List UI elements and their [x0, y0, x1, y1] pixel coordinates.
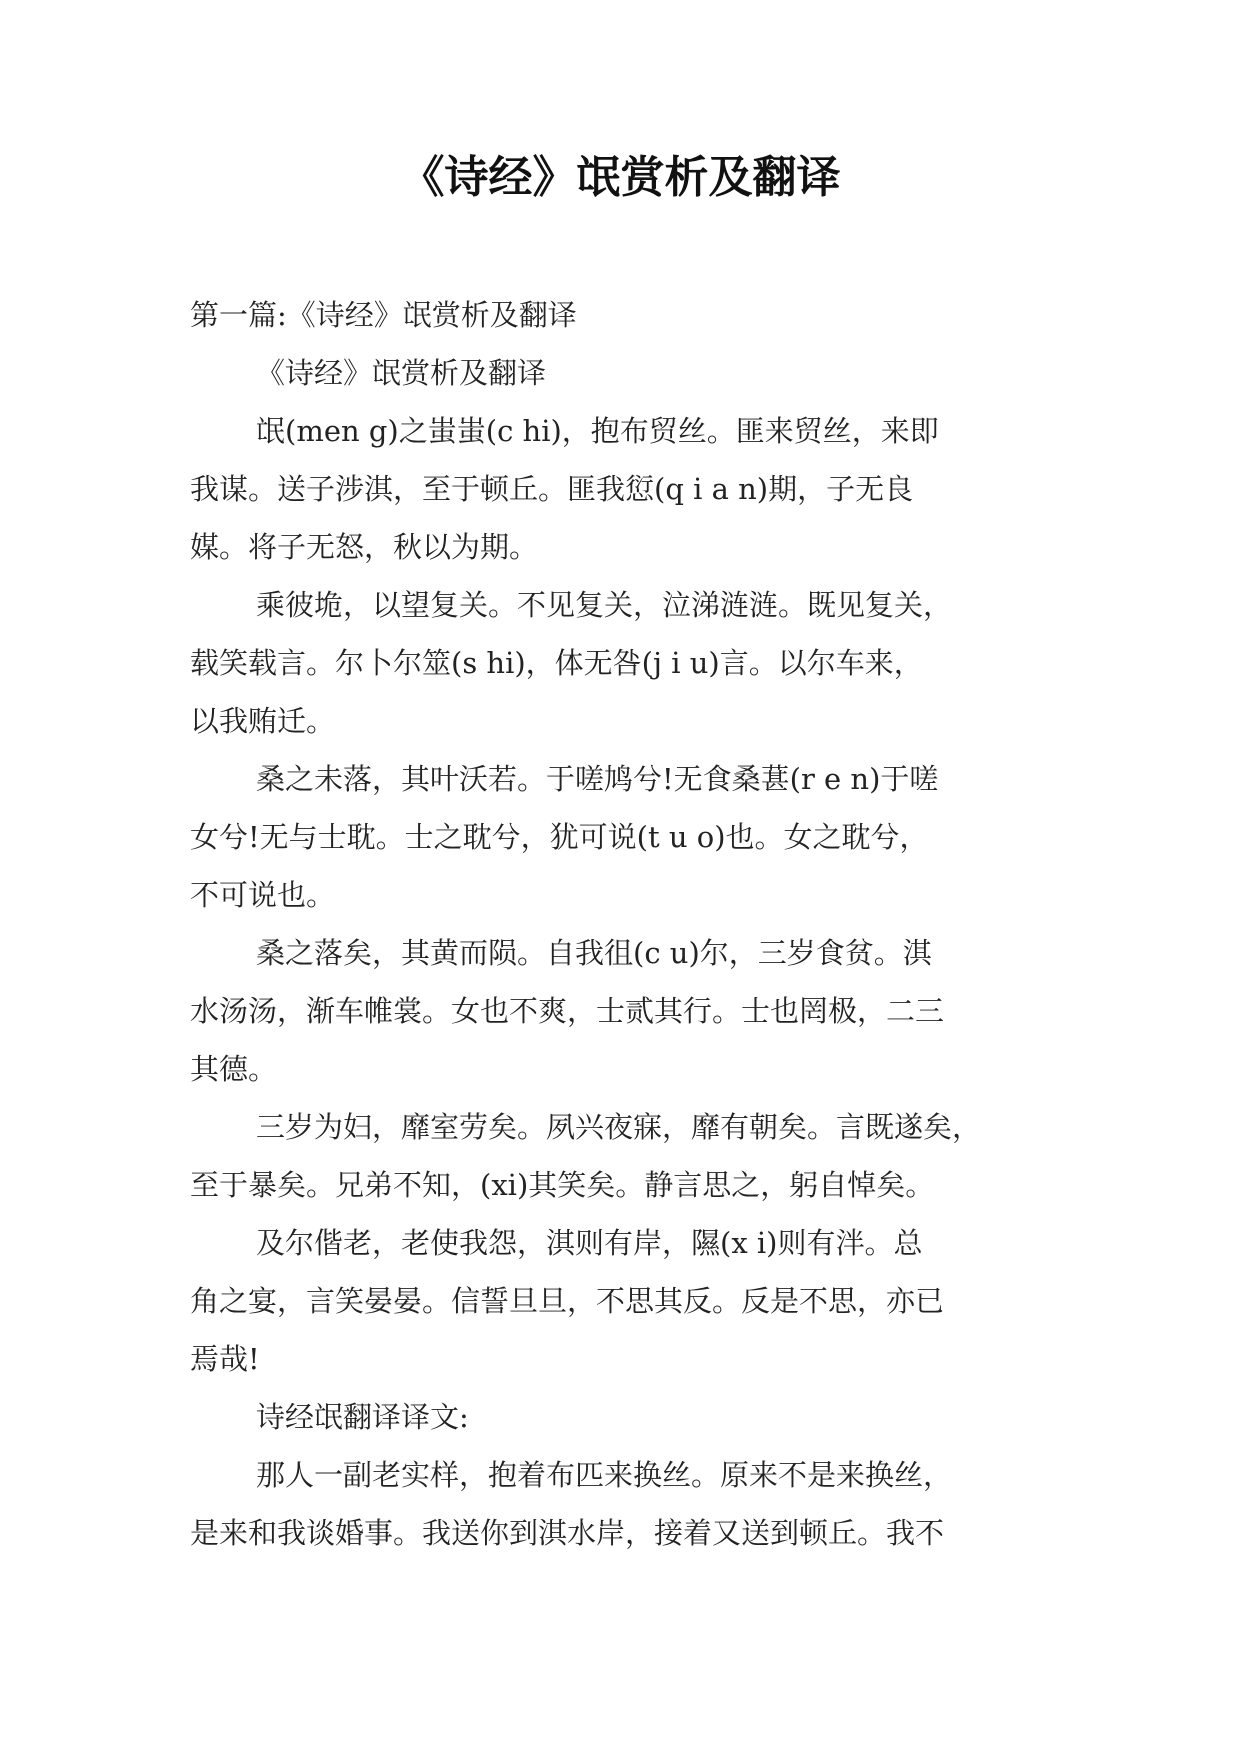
- article-subtitle: 《诗经》氓赏析及翻译: [256, 356, 547, 390]
- text-line: 我谋。送子涉淇，至于顿丘。匪我愆(q i a n)期，子无良: [190, 472, 914, 506]
- text-line: 乘彼垝，以望复关。不见复关，泣涕涟涟。既见复关，: [256, 588, 953, 622]
- text-line: 不可说也。: [190, 878, 336, 912]
- text-line: 氓(men g)之蚩蚩(c hi)，抱布贸丝。匪来贸丝，来即: [256, 414, 939, 448]
- text-line: 那人一副老实样，抱着布匹来换丝。原来不是来换丝，: [256, 1458, 953, 1492]
- text-line: 角之宴，言笑晏晏。信誓旦旦，不思其反。反是不思，亦已: [190, 1284, 945, 1318]
- paragraph: [190, 1446, 1070, 1562]
- paragraph: [190, 402, 1070, 576]
- text-line: 载笑载言。尔卜尔筮(s hi)，体无咎(j i u)言。以尔车来，: [190, 646, 923, 680]
- text-line: 焉哉!: [190, 1342, 260, 1376]
- text-line: 至于暴矣。兄弟不知，(xi)其笑矣。静言思之，躬自悼矣。: [190, 1168, 935, 1202]
- paragraph: [190, 576, 1070, 750]
- section-heading: 第一篇:《诗经》氓赏析及翻译: [190, 298, 577, 332]
- paragraph: [190, 1098, 1070, 1214]
- paragraph: [190, 750, 1070, 924]
- paragraph: [190, 1214, 1070, 1388]
- text-line: 其德。: [190, 1052, 278, 1086]
- paragraph: [190, 924, 1070, 1098]
- document-title: 《诗经》氓赏析及翻译: [400, 152, 841, 203]
- document-body: [190, 286, 1070, 1562]
- text-line: 及尔偕老，老使我怨，淇则有岸，隰(x i)则有泮。总: [256, 1226, 923, 1260]
- translation-heading: 诗经氓翻译译文:: [256, 1400, 469, 1434]
- text-line: 以我贿迁。: [190, 704, 336, 738]
- text-line: 是来和我谈婚事。我送你到淇水岸，接着又送到顿丘。我不: [190, 1516, 945, 1550]
- text-line: 桑之未落，其叶沃若。于嗟鸠兮!无食桑葚(r e n)于嗟: [256, 762, 939, 796]
- text-line: 水汤汤，渐车帷裳。女也不爽，士贰其行。士也罔极，二三: [190, 994, 945, 1028]
- text-line: 桑之落矣，其黄而陨。自我徂(c u)尔，三岁食贫。淇: [256, 936, 932, 970]
- text-line: 女兮!无与士耽。士之耽兮，犹可说(t u o)也。女之耽兮，: [190, 820, 929, 854]
- text-line: 三岁为妇，靡室劳矣。夙兴夜寐，靡有朝矣。言既遂矣，: [256, 1110, 982, 1144]
- text-line: 媒。将子无怒，秋以为期。: [190, 530, 539, 564]
- paragraph: [190, 1388, 1070, 1446]
